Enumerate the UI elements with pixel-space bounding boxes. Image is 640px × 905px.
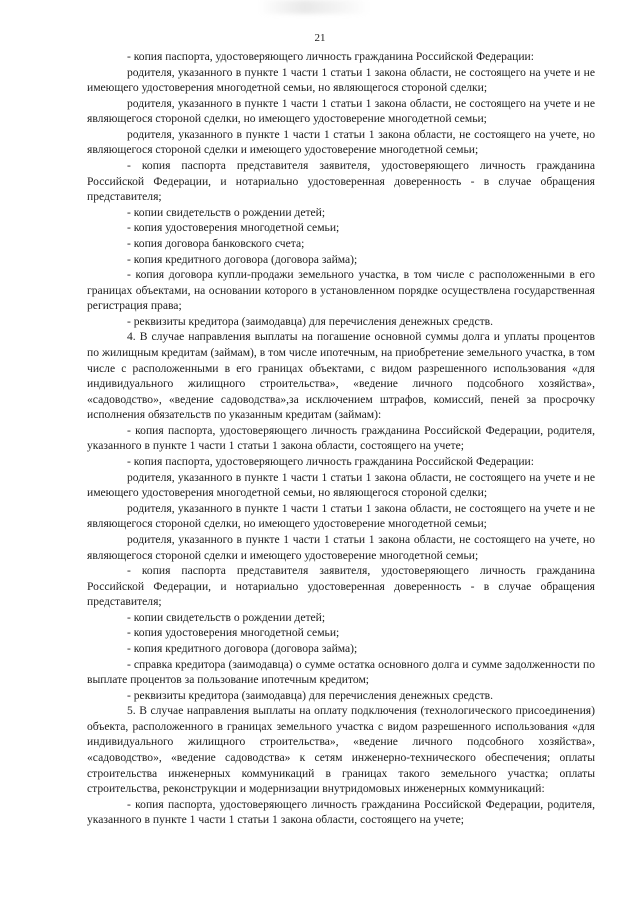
paragraph: - копия паспорта представителя заявителя, удостоверяющего личность гражданина Российской Федерации, и нотариально удостоверенная доверенность - в случае обращения представителя; bbox=[87, 564, 595, 609]
paragraph: - копия кредитного договора (договора займа); bbox=[127, 641, 358, 655]
scan-artifact bbox=[260, 0, 370, 14]
paragraph: - копия удостоверения многодетной семьи; bbox=[127, 221, 340, 235]
paragraph: - копии свидетельств о рождении детей; bbox=[127, 610, 326, 624]
paragraph: - справка кредитора (заимодавца) о сумме остатка основного долга и сумме задолженности по выплате процентов за пользование ипотечным кредитом; bbox=[87, 657, 595, 687]
paragraph: - копия паспорта, удостоверяющего личность гражданина Российской Федерации: bbox=[127, 50, 534, 63]
paragraph: родителя, указанного в пункте 1 части 1 статьи 1 закона области, не состоящего на учете и не являющегося стороной сделки, но имеющего удостоверение многодетной семьи; bbox=[87, 96, 595, 126]
paragraph: - реквизиты кредитора (заимодавца) для перечисления денежных средств. bbox=[127, 688, 494, 702]
paragraph: - копия договора купли-продажи земельного участка, в том числе с расположенными в его границах объектами, на основании которого в установленном порядке осуществлена государственная регистрация права; bbox=[87, 268, 595, 313]
paragraph: - реквизиты кредитора (заимодавца) для перечисления денежных средств. bbox=[127, 314, 494, 328]
page-number: 21 bbox=[314, 32, 326, 44]
paragraph: - копии свидетельств о рождении детей; bbox=[127, 205, 326, 219]
section-paragraph-5: 5. В случае направления выплаты на оплату подключения (технологического присоединения) объекта, расположенного в границах земельного участка с видом разрешенного использования «для индивидуального жилищного строительства», «ведение личного подсобного хозяйства», «садоводство», «ведение садоводства» к сетям инженерно-технического обеспечения; оплаты строительства инженерных коммуникаций в границах такого земельного участка; оплаты строительства, реконструкции и модернизации внутридомовых инженерных коммуникаций: bbox=[87, 704, 595, 796]
paragraph: родителя, указанного в пункте 1 части 1 статьи 1 закона области, не состоящего на учете и не имеющего удостоверения многодетной семьи, но являющегося стороной сделки; bbox=[87, 470, 595, 500]
paragraph: - копия удостоверения многодетной семьи; bbox=[127, 626, 340, 640]
paragraph: родителя, указанного в пункте 1 части 1 статьи 1 закона области, не состоящего на учете и не являющегося стороной сделки, но имеющего удостоверение многодетной семьи; bbox=[87, 501, 595, 531]
document-body bbox=[87, 49, 595, 828]
paragraph: родителя, указанного в пункте 1 части 1 статьи 1 закона области, не состоящего на учете и не имеющего удостоверения многодетной семьи, но являющегося стороной сделки; bbox=[87, 65, 595, 95]
section-paragraph-4: 4. В случае направления выплаты на погашение основной суммы долга и уплаты процентов по жилищным кредитам (займам), в том числе ипотечным, на приобретение земельного участка, в том числе с расположенными в его границах объектами, с видом разрешенного использования «для индивидуального жилищного строительства», «ведение личного подсобного хозяйства», «садоводство», «ведение садоводства»,за исключением штрафов, комиссий, пеней за просрочку исполнения обязательств по указанным кредитам (займам): bbox=[87, 330, 595, 422]
paragraph: родителя, указанного в пункте 1 части 1 статьи 1 закона области, не состоящего на учете, но являющегося стороной сделки и имеющего удостоверение многодетной семьи; bbox=[87, 127, 595, 157]
paragraph: - копия паспорта, удостоверяющего личность гражданина Российской Федерации, родителя, указанного в пункте 1 части 1 статьи 1 закона области, состоящего на учете; bbox=[87, 797, 595, 827]
paragraph: родителя, указанного в пункте 1 части 1 статьи 1 закона области, не состоящего на учете, но являющегося стороной сделки и имеющего удостоверение многодетной семьи; bbox=[87, 532, 595, 562]
paragraph: - копия кредитного договора (договора займа); bbox=[127, 252, 358, 266]
paragraph: - копия паспорта представителя заявителя, удостоверяющего личность гражданина Российской Федерации, и нотариально удостоверенная доверенность - в случае обращения представителя; bbox=[87, 159, 595, 204]
paragraph: - копия паспорта, удостоверяющего личность гражданина Российской Федерации: bbox=[127, 455, 534, 469]
paragraph: - копия паспорта, удостоверяющего личность гражданина Российской Федерации, родителя, указанного в пункте 1 части 1 статьи 1 закона области, состоящего на учете; bbox=[87, 423, 595, 453]
paragraph: - копия договора банковского счета; bbox=[127, 236, 305, 250]
